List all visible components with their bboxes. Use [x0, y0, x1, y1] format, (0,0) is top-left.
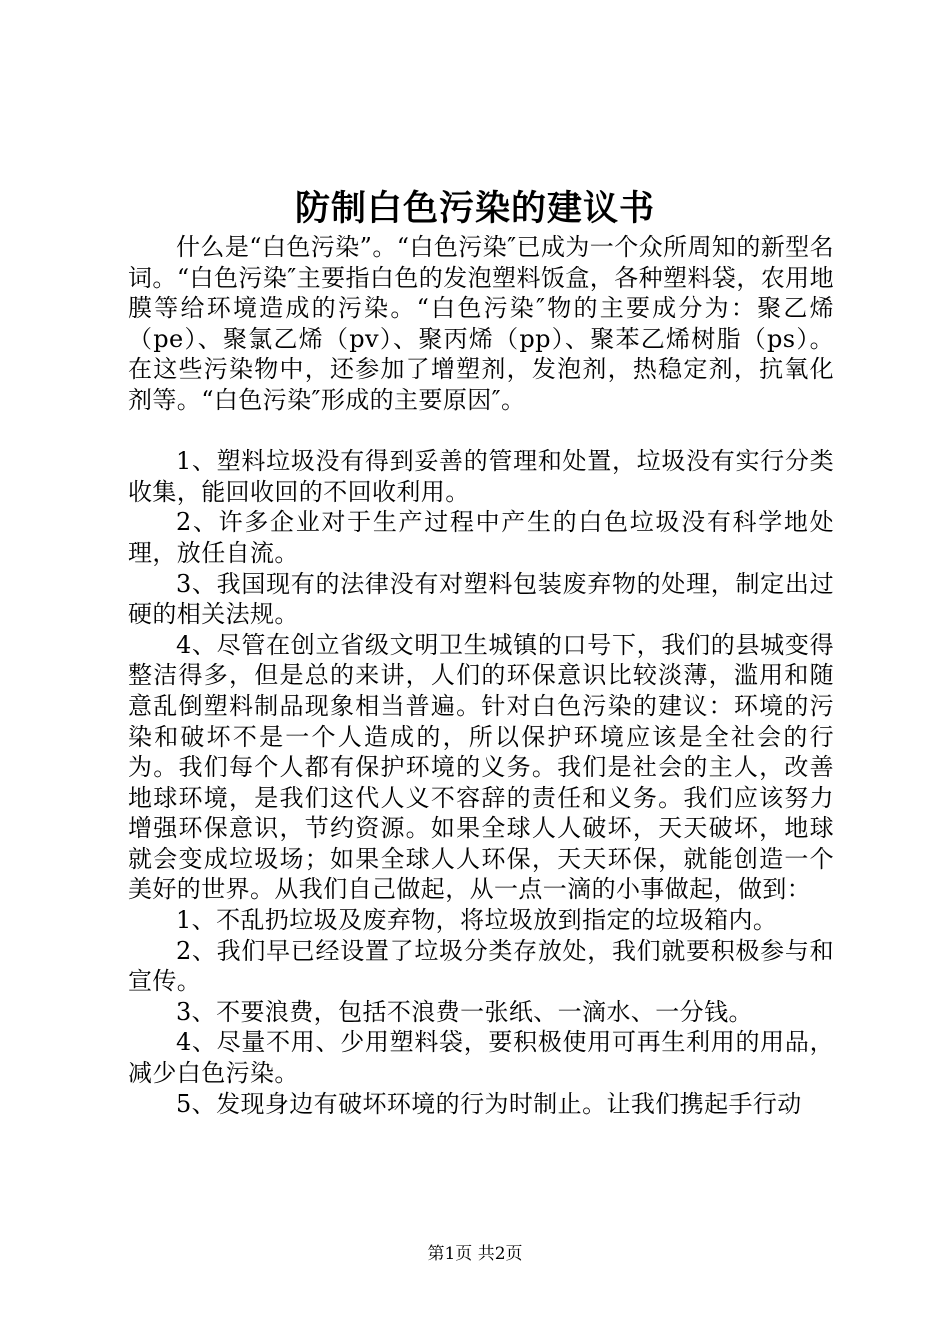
suggestion-item-2: 2、我们早已经设置了垃圾分类存放处，我们就要积极参与和宣传。: [128, 936, 834, 996]
intro-paragraph: 什么是“白色污染”。“白色污染″已成为一个众所周知的新型名词。“白色污染″主要指白色的发泡塑料饭盒，各种塑料袋，农用地膜等给环境造成的污染。“白色污染″物的主要成分为：聚乙烯（pe）、聚氯乙烯（pv）、聚丙烯（pp）、聚苯乙烯树脂（ps）。在这些污染物中，还参加了增塑剂，发泡剂，热稳定剂，抗氧化剂等。“白色污染″形成的主要原因″。: [128, 233, 834, 414]
cause-item-4: 4、尽管在创立省级文明卫生城镇的口号下，我们的县城变得整洁得多，但是总的来讲，人们的环保意识比较淡薄，滥用和随意乱倒塑料制品现象相当普遍。针对白色污染的建议：环境的污染和破坏不是一个人造成的，所以保护环境应该是全社会的行为。我们每个人都有保护环境的义务。我们是社会的主人，改善地球环境，是我们这代人义不容辞的责任和义务。我们应该努力增强环保意识，节约资源。如果全球人人破坏，天天破坏，地球就会变成垃圾场；如果全球人人环保，天天环保，就能创造一个美好的世界。从我们自己做起，从一点一滴的小事做起，做到：: [128, 630, 834, 904]
suggestion-item-4: 4、尽量不用、少用塑料袋，要积极使用可再生利用的用品，减少白色污染。: [128, 1028, 834, 1088]
document-title: 防制白色污染的建议书: [294, 188, 655, 229]
suggestion-item-1: 1、不乱扔垃圾及废弃物，将垃圾放到指定的垃圾箱内。: [176, 906, 778, 935]
cause-item-2: 2、许多企业对于生产过程中产生的白色垃圾没有科学地处理，放任自流。: [128, 508, 834, 567]
cause-item-1: 1、塑料垃圾没有得到妥善的管理和处置，垃圾没有实行分类收集，能回收回的不回收利用。: [128, 447, 834, 506]
suggestion-item-5: 5、发现身边有破坏环境的行为时制止。让我们携起手行动: [176, 1089, 802, 1118]
document-body: [128, 232, 834, 1119]
cause-item-3: 3、我国现有的法律没有对塑料包装废弃物的处理，制定出过硬的相关法规。: [128, 569, 834, 629]
paragraph-spacer: [128, 416, 834, 447]
suggestion-item-3: 3、不要浪费，包括不浪费一张纸、一滴水、一分钱。: [176, 997, 753, 1026]
page-number: 第1页 共2页: [427, 1244, 523, 1264]
